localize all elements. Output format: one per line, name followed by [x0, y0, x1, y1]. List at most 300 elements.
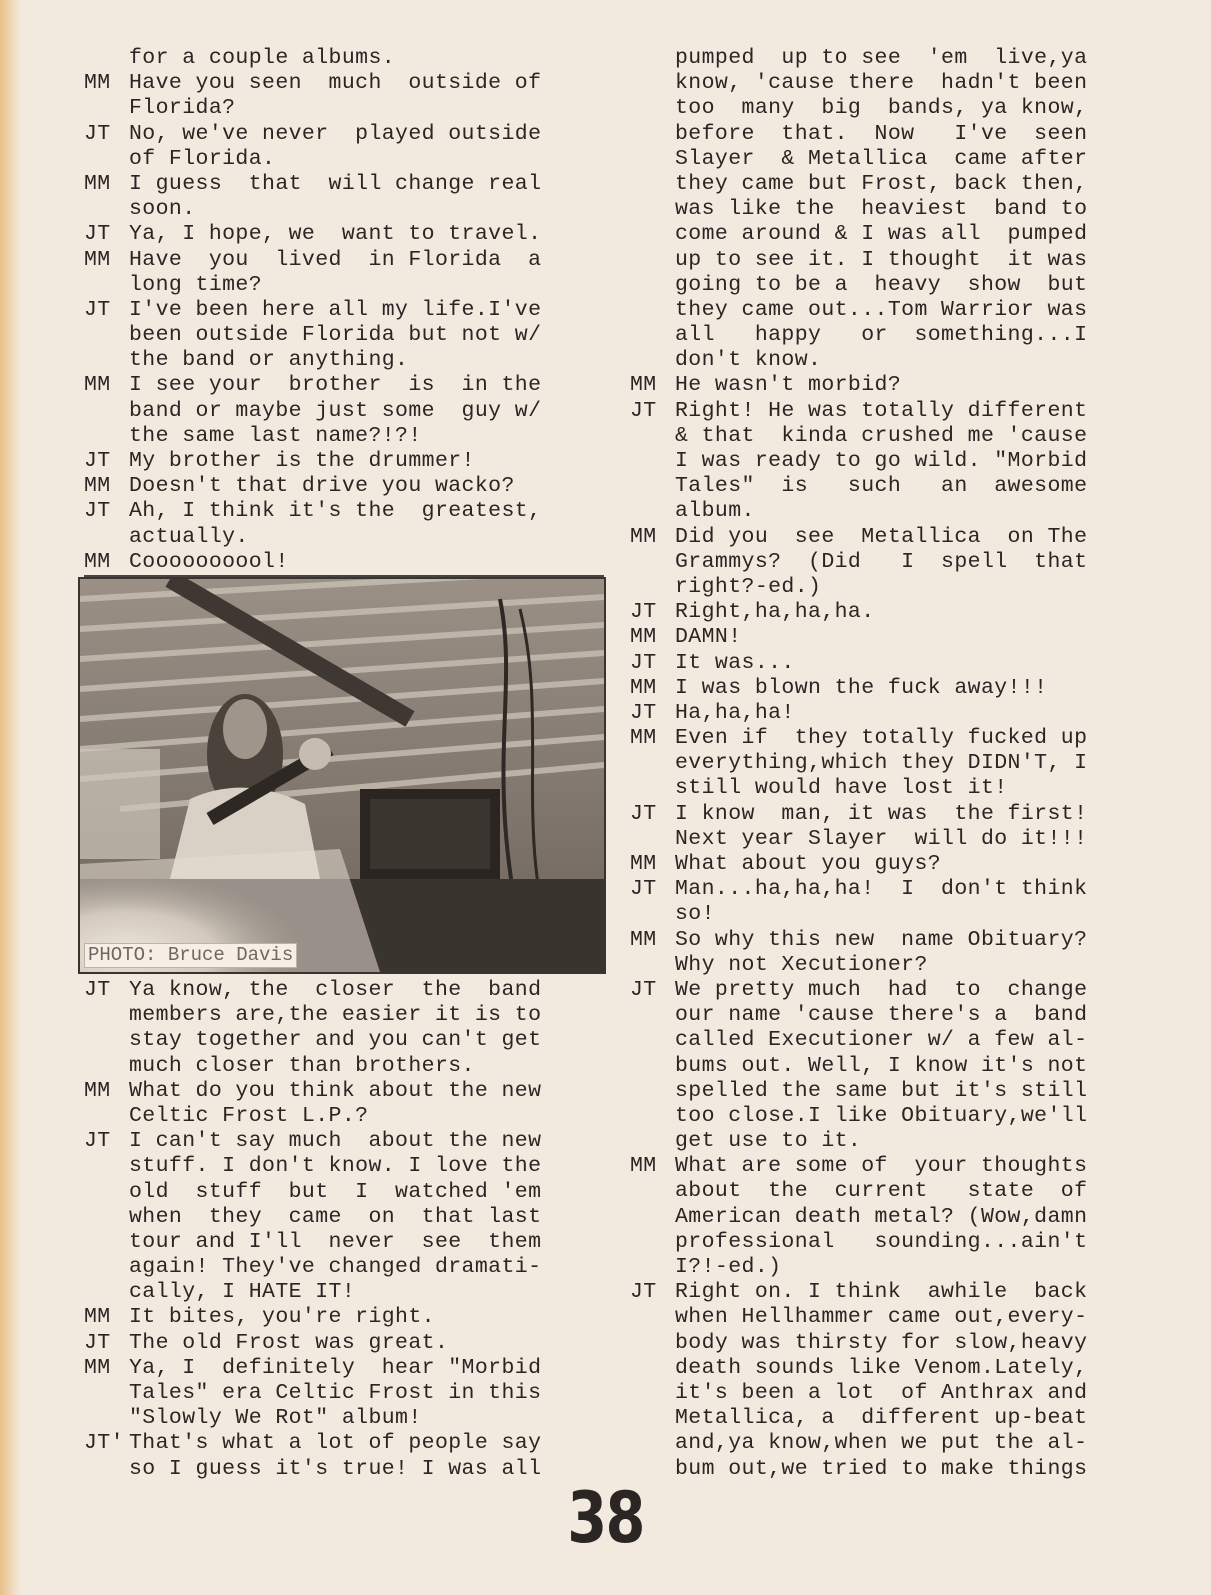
- interview-line: [630, 575, 1150, 600]
- line-text: Man...ha,ha,ha! I don't think: [675, 877, 1088, 902]
- line-text: when Hellhammer came out,every-: [675, 1305, 1088, 1330]
- line-text: about the current state of: [675, 1179, 1088, 1204]
- speaker-label: [630, 1305, 675, 1330]
- speaker-label: [630, 575, 675, 600]
- speaker-label: [630, 902, 675, 927]
- speaker-label: [630, 96, 675, 121]
- line-text: they came out...Tom Warrior was: [675, 297, 1088, 322]
- interview-line: [630, 1104, 1150, 1129]
- line-text: Slayer & Metallica came after: [675, 146, 1088, 171]
- interview-line: [630, 449, 1150, 474]
- line-text: Celtic Frost L.P.?: [129, 1103, 369, 1128]
- line-text: was like the heaviest band to: [675, 197, 1088, 222]
- speaker-label: [84, 424, 129, 449]
- speaker-label: JT: [84, 978, 111, 1002]
- speaker-label: [630, 147, 675, 172]
- line-text: pumped up to see 'em live,ya: [675, 46, 1088, 70]
- interview-line: [84, 1180, 604, 1205]
- line-text: Next year Slayer will do it!!!: [675, 826, 1088, 851]
- speaker-label: JT: [630, 801, 657, 826]
- interview-line: [84, 122, 604, 147]
- speaker-label: [630, 248, 675, 273]
- interview-line: [630, 928, 1150, 953]
- interview-line: [630, 600, 1150, 625]
- interview-line: [630, 71, 1150, 96]
- interview-line: [630, 399, 1150, 424]
- interview-line: [630, 323, 1150, 348]
- interview-line: [84, 1003, 604, 1028]
- interview-block-bottom: [84, 978, 604, 1482]
- speaker-label: MM: [630, 852, 657, 876]
- speaker-label: MM: [84, 171, 111, 196]
- speaker-label: [84, 1255, 129, 1280]
- speaker-label: [630, 197, 675, 222]
- line-text: stuff. I don't know. I love the: [129, 1154, 542, 1179]
- speaker-label: JT: [630, 700, 657, 725]
- speaker-label: [84, 1054, 129, 1079]
- speaker-label: [84, 1028, 129, 1053]
- speaker-label: [630, 474, 675, 499]
- speaker-label: [630, 273, 675, 298]
- line-text: I've been here all my life.I've: [129, 297, 542, 322]
- interview-line: [84, 1406, 604, 1431]
- speaker-label: JT: [630, 977, 657, 1002]
- interview-line: [84, 1079, 604, 1104]
- interview-line: [84, 373, 604, 398]
- interview-line: [630, 701, 1150, 726]
- line-text: much closer than brothers.: [129, 1053, 475, 1078]
- interview-line: [630, 248, 1150, 273]
- interview-line: [84, 1280, 604, 1305]
- line-text: too close.I like Obituary,we'll: [675, 1103, 1088, 1128]
- speaker-label: JT: [84, 297, 111, 322]
- interview-line: [630, 1054, 1150, 1079]
- line-text: Ha,ha,ha!: [675, 700, 795, 725]
- line-text: Ah, I think it's the greatest,: [129, 499, 542, 524]
- line-text: Ya, I hope, we want to travel.: [129, 222, 542, 247]
- speaker-label: [630, 424, 675, 449]
- speaker-label: [84, 147, 129, 172]
- interview-line: [84, 1129, 604, 1154]
- interview-line: [630, 273, 1150, 298]
- speaker-label: [630, 827, 675, 852]
- speaker-label: [630, 1205, 675, 1230]
- interview-line: [84, 499, 604, 524]
- interview-line: [630, 1129, 1150, 1154]
- speaker-label: MM: [84, 549, 111, 574]
- line-text: for a couple albums.: [129, 46, 396, 70]
- speaker-label: [84, 1406, 129, 1431]
- interview-line: [630, 424, 1150, 449]
- interview-line: [84, 147, 604, 172]
- speaker-label: JT: [630, 1280, 657, 1305]
- interview-line: [630, 1305, 1150, 1330]
- speaker-label: [630, 1104, 675, 1129]
- line-text: again! They've changed dramati-: [129, 1255, 542, 1280]
- interview-line: [630, 827, 1150, 852]
- interview-line: [84, 1028, 604, 1053]
- interview-line: [630, 1028, 1150, 1053]
- interview-line: [84, 978, 604, 1003]
- speaker-label: [630, 1129, 675, 1154]
- speaker-label: JT: [84, 499, 111, 524]
- line-text: DAMN!: [675, 625, 742, 650]
- interview-line: [84, 96, 604, 121]
- line-text: spelled the same but it's still: [675, 1078, 1088, 1103]
- speaker-label: MM: [84, 474, 111, 499]
- guitarist-photo-image: [80, 579, 604, 972]
- interview-line: [630, 222, 1150, 247]
- speaker-label: [630, 1003, 675, 1028]
- line-text: going to be a heavy show but: [675, 272, 1088, 297]
- interview-line: [630, 172, 1150, 197]
- line-text: death sounds like Venom.Lately,: [675, 1355, 1088, 1380]
- interview-line: [84, 449, 604, 474]
- line-text: I?!-ed.): [675, 1255, 782, 1279]
- line-text: Did you see Metallica on The: [675, 524, 1088, 549]
- speaker-label: JT: [630, 877, 657, 902]
- interview-block-top: [84, 46, 604, 577]
- line-text: the band or anything.: [129, 348, 409, 373]
- line-text: album.: [675, 499, 755, 524]
- left-column: [84, 46, 604, 577]
- speaker-label: MM: [630, 625, 657, 650]
- line-text: our name 'cause there's a band: [675, 1003, 1088, 1028]
- line-text: band or maybe just some guy w/: [129, 398, 542, 423]
- speaker-label: [630, 776, 675, 801]
- line-text: Tales" era Celtic Frost in this: [129, 1381, 542, 1405]
- interview-line: [630, 373, 1150, 398]
- line-text: What about you guys?: [675, 852, 942, 876]
- speaker-label: [630, 1381, 675, 1406]
- speaker-label: MM: [630, 1154, 657, 1179]
- line-text: Have you seen much outside of: [129, 71, 542, 96]
- interview-line: [84, 550, 604, 577]
- interview-line: [630, 1179, 1150, 1204]
- interview-line: [84, 1305, 604, 1330]
- speaker-label: JT: [84, 1330, 111, 1355]
- line-text: called Executioner w/ a few al-: [675, 1028, 1088, 1053]
- line-text: tour and I'll never see them: [129, 1229, 542, 1254]
- interview-line: [84, 474, 604, 499]
- line-text: Right on. I think awhile back: [675, 1280, 1088, 1305]
- speaker-label: [84, 1280, 129, 1305]
- line-text: and,ya know,when we put the al-: [675, 1431, 1088, 1456]
- interview-line: [630, 122, 1150, 147]
- speaker-label: [84, 399, 129, 424]
- line-text: I know man, it was the first!: [675, 801, 1088, 826]
- speaker-label: [84, 1230, 129, 1255]
- line-text: That's what a lot of people say: [129, 1431, 542, 1456]
- interview-line: [630, 1205, 1150, 1230]
- interview-line: [630, 474, 1150, 499]
- speaker-label: [84, 525, 129, 550]
- interview-line: [630, 676, 1150, 701]
- line-text: members are,the easier it is to: [129, 1003, 542, 1028]
- interview-line: [84, 1205, 604, 1230]
- interview-line: [630, 978, 1150, 1003]
- line-text: know, 'cause there hadn't been: [675, 71, 1088, 96]
- interview-line: [84, 222, 604, 247]
- line-text: He wasn't morbid?: [675, 373, 902, 398]
- speaker-label: [630, 172, 675, 197]
- line-text: body was thirsty for slow,heavy: [675, 1330, 1088, 1355]
- speaker-label: [84, 1104, 129, 1129]
- line-text: It was...: [675, 650, 795, 675]
- interview-line: [84, 172, 604, 197]
- interview-line: [84, 1104, 604, 1129]
- interview-line: [84, 248, 604, 273]
- speaker-label: MM: [630, 675, 657, 700]
- speaker-label: [84, 273, 129, 298]
- speaker-label: MM: [84, 1078, 111, 1103]
- line-text: Metallica, a different up-beat: [675, 1406, 1088, 1431]
- speaker-label: [630, 1255, 675, 1280]
- line-text: up to see it. I thought it was: [675, 247, 1088, 272]
- speaker-label: MM: [630, 524, 657, 549]
- speaker-label: [630, 1028, 675, 1053]
- interview-line: [84, 46, 604, 71]
- speaker-label: MM: [630, 927, 657, 952]
- line-text: I can't say much about the new: [129, 1129, 542, 1154]
- interview-line: [630, 1356, 1150, 1381]
- speaker-label: MM: [84, 247, 111, 272]
- line-text: too many big bands, ya know,: [675, 96, 1088, 121]
- line-text: My brother is the drummer!: [129, 449, 475, 473]
- interview-line: [630, 1381, 1150, 1406]
- interview-line: [630, 1003, 1150, 1028]
- interview-line: [84, 424, 604, 449]
- speaker-label: [84, 1003, 129, 1028]
- speaker-label: MM: [84, 1355, 111, 1380]
- speaker-label: [630, 1054, 675, 1079]
- speaker-label: [630, 499, 675, 524]
- line-text: soon.: [129, 197, 196, 222]
- speaker-label: [630, 222, 675, 247]
- interview-line: [84, 298, 604, 323]
- speaker-label: [630, 1079, 675, 1104]
- speaker-label: [630, 1406, 675, 1431]
- speaker-label: JT: [630, 650, 657, 675]
- line-text: Ya know, the closer the band: [129, 978, 542, 1002]
- line-text: when they came on that last: [129, 1204, 542, 1229]
- interview-line: [630, 852, 1150, 877]
- speaker-label: [84, 96, 129, 121]
- line-text: old stuff but I watched 'em: [129, 1179, 542, 1204]
- speaker-label: MM: [630, 726, 657, 751]
- interview-line: [630, 902, 1150, 927]
- line-text: everything,which they DIDN'T, I: [675, 751, 1088, 776]
- line-text: all happy or something...I: [675, 323, 1088, 348]
- line-text: Have you lived in Florida a: [129, 247, 542, 272]
- interview-line: [630, 46, 1150, 71]
- interview-line: [630, 1280, 1150, 1305]
- line-text: The old Frost was great.: [129, 1330, 449, 1355]
- speaker-label: [630, 550, 675, 575]
- left-column-continued: [84, 978, 604, 1482]
- line-text: Coooooooool!: [129, 549, 289, 574]
- line-text: We pretty much had to change: [675, 977, 1088, 1002]
- line-text: American death metal? (Wow,damn: [675, 1204, 1088, 1229]
- line-text: I was blown the fuck away!!!: [675, 675, 1048, 700]
- line-text: Tales" is such an awesome: [675, 474, 1088, 499]
- interview-line: [630, 625, 1150, 650]
- line-text: Ya, I definitely hear "Morbid: [129, 1355, 542, 1380]
- interview-line: [630, 877, 1150, 902]
- interview-line: [84, 1255, 604, 1280]
- speaker-label: [630, 323, 675, 348]
- interview-line: [630, 1331, 1150, 1356]
- line-text: Right,ha,ha,ha.: [675, 600, 875, 625]
- line-text: it's been a lot of Anthrax and: [675, 1380, 1088, 1405]
- interview-line: [630, 525, 1150, 550]
- speaker-label: [84, 348, 129, 373]
- speaker-label: [630, 751, 675, 776]
- speaker-label: JT: [84, 222, 111, 247]
- speaker-label: JT: [630, 600, 657, 625]
- line-text: Florida?: [129, 96, 236, 121]
- line-text: cally, I HATE IT!: [129, 1280, 356, 1305]
- interview-line: [630, 776, 1150, 801]
- interview-block-right: [630, 46, 1150, 1482]
- line-text: Doesn't that drive you wacko?: [129, 474, 515, 499]
- line-text: What are some of your thoughts: [675, 1154, 1088, 1179]
- interview-line: [630, 348, 1150, 373]
- speaker-label: [630, 1230, 675, 1255]
- speaker-label: MM: [84, 1305, 111, 1330]
- line-text: & that kinda crushed me 'cause: [675, 423, 1088, 448]
- speaker-label: [630, 1179, 675, 1204]
- line-text: So why this new name Obituary?: [675, 927, 1088, 952]
- interview-line: [84, 1331, 604, 1356]
- right-column: [630, 46, 1150, 1482]
- line-text: professional sounding...ain't: [675, 1229, 1088, 1254]
- speaker-label: [630, 348, 675, 373]
- line-text: What do you think about the new: [129, 1078, 542, 1103]
- line-text: right?-ed.): [675, 574, 822, 599]
- speaker-label: MM: [84, 71, 111, 96]
- line-text: Right! He was totally different: [675, 398, 1088, 423]
- interview-line: [630, 1154, 1150, 1179]
- line-text: they came but Frost, back then,: [675, 171, 1088, 196]
- line-text: don't know.: [675, 348, 822, 373]
- interview-line: [84, 399, 604, 424]
- speaker-label: JT: [630, 398, 657, 423]
- speaker-label: [84, 46, 129, 71]
- interview-line: [630, 550, 1150, 575]
- line-text: still would have lost it!: [675, 776, 1008, 801]
- line-text: I see your brother is in the: [129, 373, 542, 398]
- line-text: Why not Xecutioner?: [675, 952, 928, 977]
- speaker-label: [630, 1431, 675, 1456]
- interview-line: [84, 71, 604, 96]
- speaker-label: [630, 953, 675, 978]
- interview-line: [630, 1079, 1150, 1104]
- interview-line: [630, 147, 1150, 172]
- interview-line: [630, 96, 1150, 121]
- interview-line: [84, 197, 604, 222]
- speaker-label: MM: [84, 373, 111, 398]
- speaker-label: [84, 1180, 129, 1205]
- line-text: I guess that will change real: [129, 171, 542, 196]
- line-text: long time?: [129, 272, 263, 297]
- line-text: the same last name?!?!: [129, 423, 422, 448]
- interview-line: [84, 323, 604, 348]
- line-text: so I guess it's true! I was all: [129, 1456, 542, 1481]
- interview-line: [630, 1230, 1150, 1255]
- line-text: "Slowly We Rot" album!: [129, 1406, 422, 1431]
- speaker-label: [84, 323, 129, 348]
- interview-line: [84, 1054, 604, 1079]
- speaker-label: JT': [84, 1431, 124, 1456]
- interview-line: [84, 1381, 604, 1406]
- speaker-label: [630, 122, 675, 147]
- speaker-label: [630, 46, 675, 71]
- interview-line: [630, 1255, 1150, 1280]
- speaker-label: [630, 1356, 675, 1381]
- line-text: bums out. Well, I know it's not: [675, 1053, 1088, 1078]
- speaker-label: [84, 1205, 129, 1230]
- speaker-label: MM: [630, 373, 657, 398]
- interview-line: [84, 1230, 604, 1255]
- speaker-label: [630, 449, 675, 474]
- line-text: It bites, you're right.: [129, 1305, 435, 1330]
- interview-line: [630, 298, 1150, 323]
- interview-line: [84, 1431, 604, 1456]
- page-number: 38: [567, 1477, 644, 1559]
- line-text: before that. Now I've seen: [675, 121, 1088, 146]
- speaker-label: JT: [84, 1129, 111, 1154]
- line-text: come around & I was all pumped: [675, 222, 1088, 247]
- line-text: get use to it.: [675, 1129, 862, 1154]
- line-text: Grammys? (Did I spell that: [675, 549, 1088, 574]
- interview-line: [84, 273, 604, 298]
- line-text: Even if they totally fucked up: [675, 726, 1088, 751]
- speaker-label: [84, 1381, 129, 1406]
- interview-line: [630, 802, 1150, 827]
- interview-line: [630, 751, 1150, 776]
- interview-line: [84, 348, 604, 373]
- interview-line: [84, 1356, 604, 1381]
- speaker-label: [630, 298, 675, 323]
- photo-credit: PHOTO: Bruce Davis: [84, 943, 297, 968]
- interview-line: [630, 953, 1150, 978]
- line-text: stay together and you can't get: [129, 1028, 542, 1053]
- speaker-label: JT: [84, 121, 111, 146]
- interview-line: [84, 525, 604, 550]
- concert-photo: [78, 577, 606, 974]
- speaker-label: [84, 197, 129, 222]
- interview-line: [630, 1431, 1150, 1456]
- interview-line: [630, 499, 1150, 524]
- speaker-label: [630, 71, 675, 96]
- line-text: so!: [675, 902, 715, 927]
- line-text: No, we've never played outside: [129, 121, 542, 146]
- line-text: of Florida.: [129, 146, 276, 171]
- interview-line: [630, 197, 1150, 222]
- interview-line: [630, 726, 1150, 751]
- interview-line: [84, 1154, 604, 1179]
- speaker-label: [84, 1154, 129, 1179]
- line-text: I was ready to go wild. "Morbid: [675, 449, 1088, 473]
- interview-line: [630, 651, 1150, 676]
- speaker-label: [630, 1331, 675, 1356]
- interview-line: [630, 1406, 1150, 1431]
- line-text: bum out,we tried to make things: [675, 1456, 1088, 1481]
- line-text: been outside Florida but not w/: [129, 323, 542, 348]
- speaker-label: JT: [84, 449, 111, 473]
- line-text: actually.: [129, 524, 249, 549]
